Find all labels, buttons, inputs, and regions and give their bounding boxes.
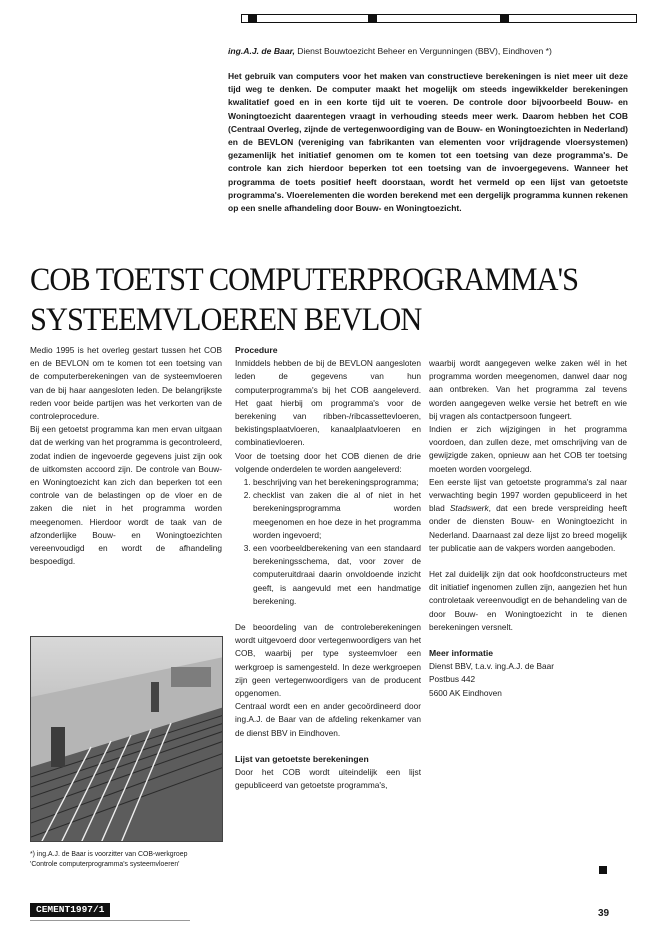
section-heading-more-info: Meer informatie [429,648,493,659]
paragraph: Voor de toetsing door het COB dienen de drie volgende onderdelen te worden aangeleverd: [235,450,421,474]
text-span: Een eerste lijst van getoetste programma's zal naar verwachting begin 1997 worden gepubliceerd in het blad [429,476,627,514]
paragraph: Centraal wordt een en ander gecoördineerd door ing.A.J. de Baar van de afdeling rekenkamer van de dienst BBV in Eindhoven. [235,701,421,738]
page-title [30,260,591,340]
section-heading-list: Lijst van getoetste berekeningen [235,753,369,764]
paragraph [429,476,627,555]
footnote-line: 'Controle computerprogramma's systeemvloeren' [30,861,180,868]
section-heading-procedure: Procedure [235,345,278,355]
paragraph: Inmiddels hebben de bij de BEVLON aangesloten leden de gegevens van hun computerprogramma's bij het COB aangeleverd. Het gaat hierbij om programma's voor de berekening van ribben-/ribcassettevloeren, bekistingsplaatvloeren, kanaalplaatvloeren en combinatievloeren. [235,358,421,448]
paragraph: De beoordeling van de controleberekeningen wordt uitgevoerd door vertegenwoordigers van het COB, waarbij per type systeemvloer een werkgroep is samengesteld. In deze werkgroepen zijn geen vertegenwoordigers van de producent opgenomen. [235,622,421,699]
page-number: 39 [598,908,610,919]
column-2 [235,344,421,793]
address-line: Postbus 442 [429,674,476,685]
list-item: 1. beschrijving van het berekeningsprogramma; [253,476,421,489]
requirements-list [235,476,421,608]
publication-name: Stadswerk [449,503,489,514]
construction-photo [30,636,223,842]
end-of-article-mark [599,866,607,874]
footnote [30,850,228,870]
title-line-1: COB TOETST COMPUTERPROGRAMMA'S [30,262,579,298]
list-item: 2. checklist van zaken die al of niet in het berekeningsprogramma worden meegenomen en hoe deze in het programma worden ingevoerd; [253,489,421,542]
journal-label: CEMENT1997/1 [30,903,110,917]
footer-rule [30,920,190,921]
column-1 [30,344,222,568]
header-square-marker [248,14,257,23]
text-span: , dat een brede verspreiding heeft onder de diensten Bouw- en Woningtoezicht in Nederland. Daarnaast zal deze lijst zo breed mogelijk ter publicatie aan de vakpers worden aangeboden. [429,503,627,553]
paragraph: Indien er zich wijzigingen in het programma voordoen, dan zullen deze, met omschrijving van de gewijzigde zaken, opnieuw aan het COB ter toetsing moeten worden voorgelegd. [429,424,627,474]
byline [228,45,638,57]
paragraph: Medio 1995 is het overleg gestart tussen het COB en de BEVLON om te komen tot een toetsing van de computerberekeningen van de systeemvloeren van de bij haar aangesloten leden. De belangrijkste reden voor beide partijen was het verkorten van de controleprocedure. [30,345,222,422]
header-square-marker [368,14,377,23]
title-line-2: SYSTEEMVLOEREN BEVLON [30,302,422,338]
paragraph: Het zal duidelijk zijn dat ook hoofdconstructeurs met dit initiatief ingenomen zullen zijn, aangezien het hun controletaak vereenvoudigt en de behandeling van de door Bouw- en Woningtoezicht in te dienen berekeningen versnelt. [429,569,627,632]
header-rule [241,14,637,23]
header-square-marker [500,14,509,23]
paragraph: waarbij wordt aangegeven welke zaken wél in het programma worden meegenomen, danwel daar nog aan ontbreken. Van het programma zal tevens worden aangegeven welke versie het betreft en wie bij vragen als contactpersoon fungeert. [429,358,627,421]
address-line: 5600 AK Eindhoven [429,687,502,698]
intro-paragraph: Het gebruik van computers voor het maken van constructieve berekeningen is niet meer uit deze tijd weg te denken. De computer maakt het mogelijk om steeds ingewikkelder berekeningen kwalitatief goed en in een korte tijd uit te voeren. De controle door bijvoorbeeld Bouw- en Woningtoezicht daarentegen vraagt in verhouding steeds meer werk. Daarom hebben het COB (Centraal Overleg, zijnde de vertegenwoordiging van de Bouw- en Woningtoezichten in Nederland) en de BEVLON (vereniging van fabrikanten van elementen voor vrijdragende vloersystemen) gezamenlijk het initiatief genomen om te komen tot een toetsing van deze programma's. De controle kan zich hierdoor beperken tot een toetsing van de invoergegevens. Wanneer het programma de toets positief heeft doorstaan, wordt het vermeld op een lijst van getoetste programma's. Vloerelementen die worden berekend met een dergelijk programma kunnen rekenen op een snelle afhandeling door Bouw- en Woningtoezicht. [228,71,628,214]
construction-photo-illustration [31,637,223,842]
address-line: Dienst BBV, t.a.v. ing.A.J. de Baar [429,661,554,672]
footnote-line: *) ing.A.J. de Baar is voorzitter van COB-werkgroep [30,851,188,858]
column-3 [429,357,627,700]
paragraph: Door het COB wordt uiteindelijk een lijst gepubliceerd van getoetste programma's, [235,767,421,791]
paragraph: Bij een getoetst programma kan men ervan uitgaan dat de werking van het programma is gecontroleerd, zodat indien de ingevoerde gegevens juist zijn ook de uitkomsten accoord zijn. De controle van Bouw- en Woningtoezicht kan zich dan beperken tot een controle van de belastingen op de vloer en de zaken die niet in het programma worden meegenomen. Hierdoor wordt de taak van de afzonderlijke Bouw- en Woningtoezichten vereenvoudigd en wordt de afhandeling bespoedigd. [30,424,222,567]
byline-author: ing.A.J. de Baar, [228,46,295,56]
byline-affiliation: Dienst Bouwtoezicht Beheer en Vergunningen (BBV), Eindhoven *) [294,46,552,56]
list-item: 3. een voorbeeldberekening van een standaard berekeningsschema, dat, voor zover de computeruitdraai daarin onvoldoende inzicht geeft, is aangevuld met een handmatige berekening. [253,542,421,608]
